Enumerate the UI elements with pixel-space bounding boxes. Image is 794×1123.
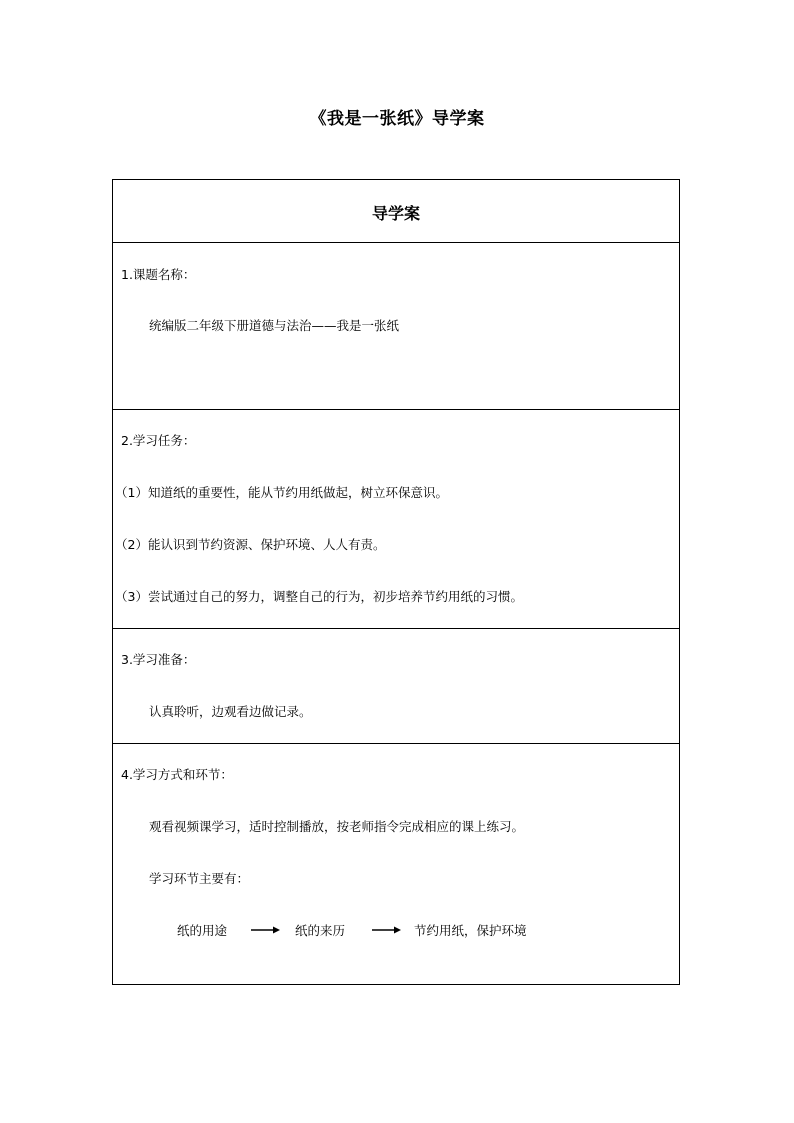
flow-step: 纸的用途 [177,923,228,938]
section-preparation [113,629,679,744]
document-title: 《我是一张纸》导学案 [309,109,485,129]
section-heading: 1.课题名称： [121,267,196,282]
flow-step: 节约用纸，保护环境 [414,923,527,938]
table-header: 导学案 [371,204,420,223]
arrow-right-icon [372,924,402,936]
task-item: （2）能认识到节约资源、保护环境、人人有责。 [115,537,386,552]
section-learning-tasks [113,410,679,629]
section-heading: 4.学习方式和环节： [121,767,233,782]
section-heading: 3.学习准备： [121,652,196,667]
course-name-text: 统编版二年级下册道德与法治——我是一张纸 [149,318,400,333]
section-heading: 2.学习任务： [121,433,196,448]
flow-step: 纸的来历 [295,923,346,938]
guide-table [112,179,680,985]
task-item: （1）知道纸的重要性，能从节约用纸做起，树立环保意识。 [115,485,448,500]
arrow-right-icon [251,924,281,936]
steps-subheading: 学习环节主要有： [149,871,250,886]
section-method [113,744,679,984]
task-item: （3）尝试通过自己的努力，调整自己的行为，初步培养节约用纸的习惯。 [115,589,523,604]
preparation-text: 认真聆听，边观看边做记录。 [149,704,312,719]
table-header-row [113,180,679,243]
section-course-name [113,243,679,410]
method-text: 观看视频课学习，适时控制播放，按老师指令完成相应的课上练习。 [149,819,525,834]
